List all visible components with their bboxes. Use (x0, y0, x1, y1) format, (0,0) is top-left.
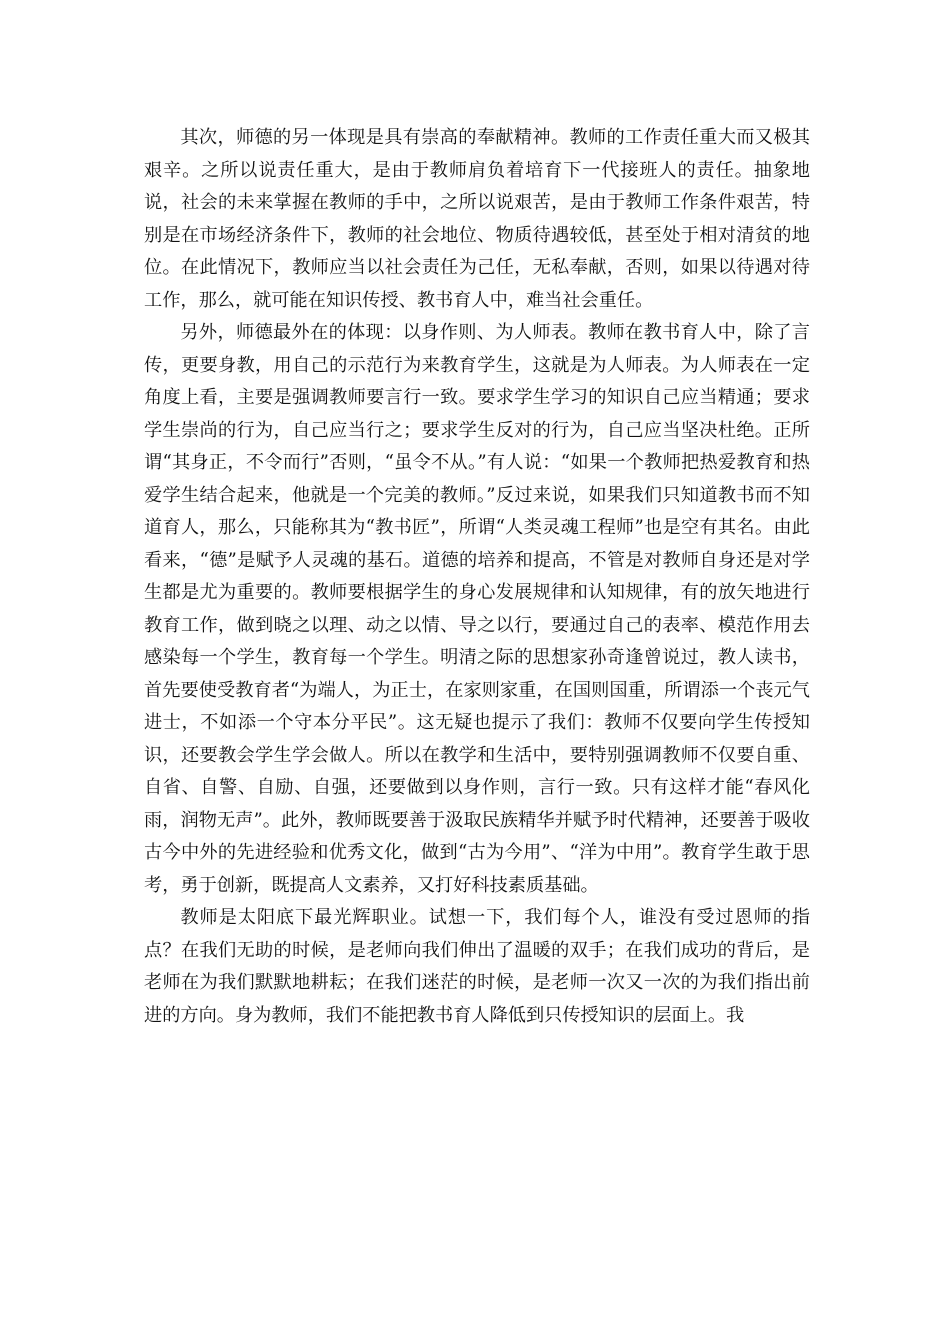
paragraph-2: 另外，师德最外在的体现：以身作则、为人师表。教师在教书育人中，除了言传，更要身教，用自己的示范行为来教育学生，这就是为人师表。为人师表在一定角度上看，主要是强调教师要言行一致。要求学生学习的知识自己应当精通；要求学生崇尚的行为，自己应当行之；要求学生反对的行为，自己应当坚决杜绝。正所谓“其身正，不令而行”否则，“虽令不从。”有人说：“如果一个教师把热爱教育和热爱学生结合起来，他就是一个完美的教师。”反过来说，如果我们只知道教书而不知道育人，那么，只能称其为“教书匠”，所谓“人类灵魂工程师”也是空有其名。由此看来，“德”是赋予人灵魂的基石。道德的培养和提高，不管是对教师自身还是对学生都是尤为重要的。教师要根据学生的身心发展规律和认知规律，有的放矢地进行教育工作，做到晓之以理、动之以情、导之以行，要通过自己的表率、模范作用去感染每一个学生，教育每一个学生。明清之际的思想家孙奇逢曾说过，教人读书，首先要使受教育者“为端人，为正士，在家则家重，在国则国重，所谓添一个丧元气进士，不如添一个守本分平民”。这无疑也提示了我们：教师不仅要向学生传授知识，还要教会学生学会做人。所以在教学和生活中，要特别强调教师不仅要自重、自省、自警、自励、自强，还要做到以身作则，言行一致。只有这样才能“春风化雨，润物无声”。此外，教师既要善于汲取民族精华并赋予时代精神，还要善于吸收古今中外的先进经验和优秀文化，做到“古为今用”、“洋为中用”。教育学生敢于思考，勇于创新，既提高人文素养，又打好科技素质基础。 (144, 322, 810, 896)
body-text (144, 122, 810, 1032)
paragraph-3: 教师是太阳底下最光辉职业。试想一下，我们每个人，谁没有受过恩师的指点？在我们无助的时候，是老师向我们伸出了温暖的双手；在我们成功的背后，是老师在为我们默默地耕耘；在我们迷茫的时候，是老师一次又一次的为我们指出前进的方向。身为教师，我们不能把教书育人降低到只传授知识的层面上。我 (144, 907, 810, 1026)
paragraph-1: 其次，师德的另一体现是具有崇高的奉献精神。教师的工作责任重大而又极其艰辛。之所以说责任重大，是由于教师肩负着培育下一代接班人的责任。抽象地说，社会的未来掌握在教师的手中，之所以说艰苦，是由于教师工作条件艰苦，特别是在市场经济条件下，教师的社会地位、物质待遇较低，甚至处于相对清贫的地位。在此情况下，教师应当以社会责任为己任，无私奉献，否则，如果以待遇对待工作，那么，就可能在知识传授、教书育人中，难当社会重任。 (144, 127, 810, 311)
